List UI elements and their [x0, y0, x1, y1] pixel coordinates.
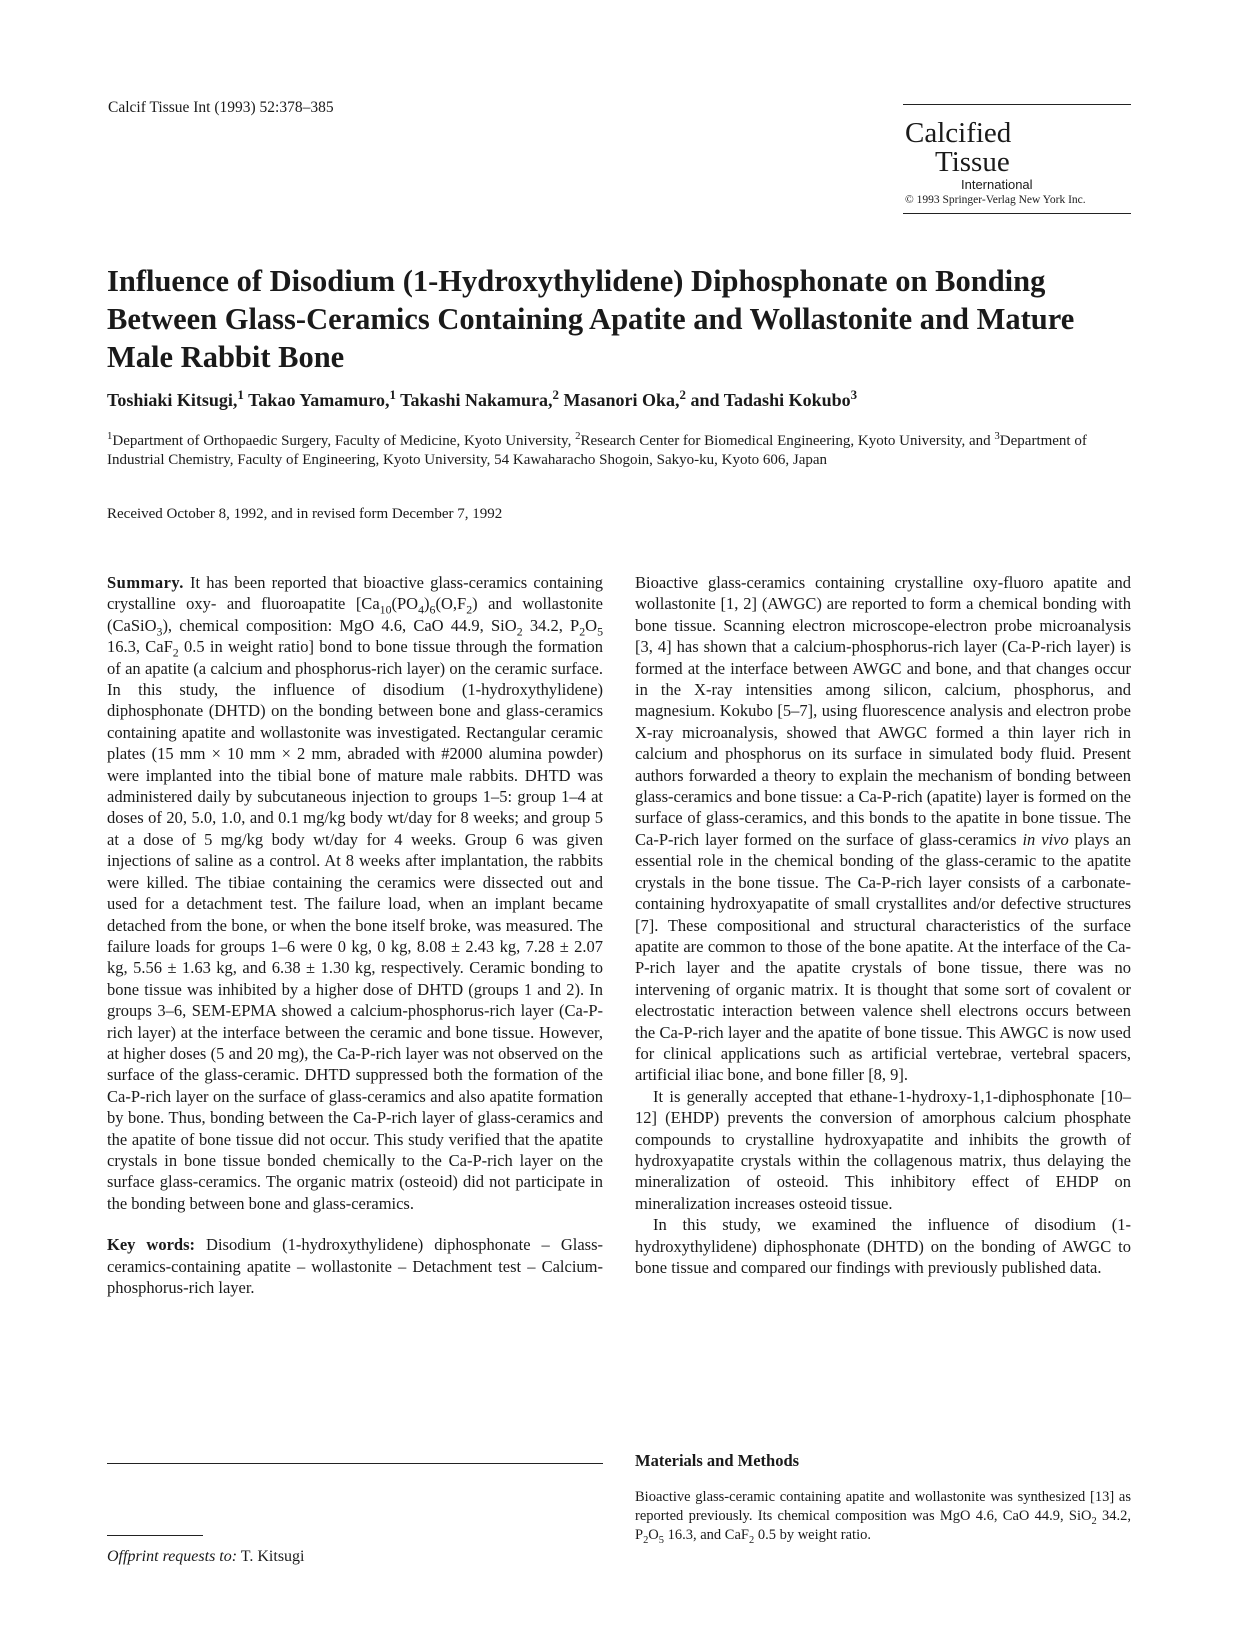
right-column — [635, 572, 1131, 1278]
subscript: 5 — [597, 624, 603, 639]
intro-text: plays an essential role in the chemical bonding of the glass-ceramic to the apatite crystals in the bone tissue. The Ca-P-rich layer consists of a carbonate-containing hydroxyapatite of small crystallites and/or defective structures [7]. These compositional and structural characteristics of the surface apatite are common to those of the bone apatite. At the interface of the Ca-P-rich layer and the apatite crystals of bone tissue, there was no intervening of organic matrix. It is thought that some sort of covalent or electrostatic interaction between valence shell electrons occurs between the Ca-P-rich layer and the apatite of bone tissue. This AWGC is now used for clinical applications such as artificial vertebrae, vertebral spacers, artificial iliac bone, and bone filler [8, 9]. — [635, 829, 1131, 1085]
summary-text: 0.5 in weight ratio] bond to bone tissue through the formation of an apatite (a calcium and phosphorus-rich layer) on the ceramic surface. In this study, the influence of disodium (1-hydroxythylidene) diphosphonate (DHTD) on the bonding between bone and glass-ceramics containing apatite and wollastonite was investigated. Rectangular ceramic plates (15 mm × 10 mm × 2 mm, abraded with #2000 alumina powder) were implanted into the tibial bone of mature male rabbits. DHTD was administered daily by subcutaneous injection to groups 1–5: group 1–4 at doses of 20, 5.0, 1.0, and 0.1 mg/kg body wt/day for 8 weeks; and group 5 at a dose of 5 mg/kg body wt/day for 4 weeks. Group 6 was given injections of saline as a control. At 8 weeks after implantation, the rabbits were killed. The tibiae containing the ceramics were dissected out and used for a detachment test. The failure load, when an implant became detached from the bone, or when the bone itself broke, was measured. The failure loads for groups 1–6 were 0 kg, 0 kg, 8.08 ± 2.43 kg, 7.28 ± 2.07 kg, 5.56 ± 1.63 kg, and 6.38 ± 1.30 kg, respectively. Ceramic bonding to bone tissue was inhibited by a higher dose of DHTD (groups 1 and 2). In groups 3–6, SEM-EPMA showed a calcium-phosphorus-rich layer (Ca-P-rich layer) at the interface between the ceramic and bone tissue. However, at higher doses (5 and 20 mg), the Ca-P-rich layer was not observed on the surface of the glass-ceramic. DHTD suppressed both the formation of the Ca-P-rich layer on the surface of glass-ceramics and also apatite formation by bone. Thus, bonding between the Ca-P-rich layer of glass-ceramics and the apatite of bone tissue did not occur. This study verified that the apatite crystals in bone tissue bonded chemically to the Ca-P-rich layer on the surface glass-ceramics. The organic matrix (osteoid) did not participate in the bonding between bone and glass-ceramics. — [107, 637, 603, 1213]
summary-text: (O,F — [435, 594, 467, 614]
author-name: Takao Yamamuro, — [248, 390, 390, 410]
author-affiliation-mark: 2 — [679, 387, 686, 402]
italic-term: in vivo — [1022, 829, 1069, 849]
author-affiliation-mark: 3 — [850, 387, 858, 402]
article-title: Influence of Disodium (1-Hydroxythylidene) Diphosphonate on Bonding Between Glass-Ceramics Containing Apatite and Wollastonite and Mature Male Rabbit Bone — [107, 264, 1075, 374]
logo-bottom-rule — [903, 213, 1131, 214]
methods-text: 16.3, and CaF — [664, 1527, 749, 1543]
journal-citation: Calcif Tissue Int (1993) 52:378–385 — [108, 99, 334, 116]
received-date: Received October 8, 1992, and in revised form December 7, 1992 — [107, 506, 503, 522]
summary-text: ) — [424, 594, 430, 614]
journal-logo — [903, 104, 1131, 214]
subscript: 10 — [379, 602, 392, 617]
offprint-name: T. Kitsugi — [237, 1548, 305, 1565]
author-name: and Tadashi Kokubo — [690, 390, 851, 410]
summary-text: O — [585, 615, 598, 635]
author-affiliation-mark: 2 — [552, 387, 559, 402]
footnote-separator — [107, 1463, 603, 1464]
subscript: 2 — [1091, 1515, 1097, 1527]
subscript: 2 — [172, 645, 179, 660]
subscript: 2 — [643, 1534, 649, 1546]
summary-label: Summary. — [107, 573, 184, 592]
subscript: 4 — [418, 602, 425, 617]
subscript: 5 — [658, 1534, 664, 1546]
author-name: Takashi Nakamura, — [400, 390, 553, 410]
author-name: Masanori Oka, — [563, 390, 680, 410]
methods-text: Bioactive glass-ceramic containing apatite and wollastonite was synthesized [13] as reported previously. Its chemical composition was MgO 4.6, CaO 44.9, SiO — [635, 1489, 1131, 1524]
author-affiliation-mark: 1 — [389, 387, 396, 402]
subscript: 6 — [429, 602, 436, 617]
summary-text: ) and wollastonite (CaSiO — [107, 594, 603, 635]
affiliation-mark: 2 — [575, 430, 581, 442]
intro-paragraph — [635, 572, 1131, 1086]
materials-methods-paragraph — [635, 1488, 1131, 1545]
logo-line-international: International — [961, 177, 1033, 192]
offprint-footnote — [107, 1548, 305, 1566]
keywords-paragraph — [107, 1234, 603, 1298]
subscript: 2 — [516, 624, 523, 639]
methods-text: O — [648, 1527, 659, 1543]
summary-paragraph — [107, 572, 603, 1214]
intro-paragraph: In this study, we examined the influence of disodium (1-hydroxythylidene) diphosphonate (DHTD) on the bonding of AWGC to bone tissue and compared our findings with previously published data. — [635, 1215, 1131, 1277]
author-affiliation-mark: 1 — [237, 387, 244, 402]
affiliation-text: Department of Orthopaedic Surgery, Faculty of Medicine, Kyoto University, — [112, 433, 576, 449]
subscript: 2 — [579, 624, 586, 639]
summary-text: 34.2, P — [522, 615, 580, 635]
intro-text: Bioactive glass-ceramics containing crystalline oxy-fluoro apatite and wollastonite [1, 2] (AWGC) are reported to form a chemical bonding with bone tissue. Scanning electron microscope-electron probe microanalysis [3, 4] has shown that a calcium-phosphorus-rich layer (Ca-P-rich layer) is formed at the interface between AWGC and bone, and that changes occur in the X-ray intensities among silicon, calcium, phosphorus, and magnesium. Kokubo [5–7], using fluorescence analysis and electron probe X-ray microanalysis, showed that AWGC formed a thin layer rich in calcium and phosphorus on its surface in simulated body fluid. Present authors forwarded a theory to explain the mechanism of bonding between glass-ceramics and bone tissue: a Ca-P-rich (apatite) layer is formed on the surface of glass-ceramics, and this bonds to the apatite in bone tissue. The Ca-P-rich layer formed on the surface of glass-ceramics — [635, 573, 1131, 849]
footnote-rule — [107, 1535, 203, 1536]
methods-text: 34.2, P — [635, 1508, 1131, 1543]
affiliation-text: Research Center for Biomedical Engineering, Kyoto University, and — [580, 433, 995, 449]
section-heading: Materials and Methods — [635, 1451, 800, 1470]
affiliation-mark: 3 — [994, 430, 1000, 442]
summary-text: It has been reported that bioactive glass-ceramics containing crystalline oxy- and fluoroapatite [Ca — [107, 573, 603, 614]
subscript: 2 — [466, 602, 473, 617]
logo-line-calcified: Calcified — [905, 117, 1012, 149]
affiliations — [107, 432, 1147, 470]
summary-text: 16.3, CaF — [107, 637, 173, 657]
offprint-label: Offprint requests to: — [107, 1548, 238, 1565]
left-column — [107, 572, 603, 1298]
logo-top-rule — [903, 104, 1131, 105]
methods-text: 0.5 by weight ratio. — [754, 1527, 871, 1543]
author-list — [107, 387, 1147, 411]
summary-text: ), chemical composition: MgO 4.6, CaO 44.9, SiO — [162, 615, 517, 635]
logo-line-tissue: Tissue — [935, 146, 1010, 178]
subscript: 3 — [156, 624, 163, 639]
copyright-notice: © 1993 Springer-Verlag New York Inc. — [905, 194, 1086, 206]
affiliation-text: Department of Industrial Chemistry, Faculty of Engineering, Kyoto University, 54 Kawaharacho Shogoin, Sakyo-ku, Kyoto 606, Japan — [107, 433, 1087, 468]
keywords-label: Key words: — [107, 1235, 196, 1255]
keywords-text: Disodium (1-hydroxythylidene) diphosphonate – Glass-ceramics-containing apatite – wollastonite – Detachment test – Calcium-phosphorus-rich layer. — [107, 1235, 603, 1297]
subscript: 2 — [748, 1534, 755, 1546]
affiliation-mark: 1 — [107, 430, 113, 442]
summary-text: (PO — [391, 594, 419, 614]
intro-paragraph: It is generally accepted that ethane-1-hydroxy-1,1-diphosphonate [10–12] (EHDP) prevents the conversion of amorphous calcium phosphate compounds to crystalline hydroxyapatite and inhibits the growth of hydroxyapatite crystals within the collagenous matrix, thus delaying the mineralization of osteoid. This inhibitory effect of EHDP on mineralization increases osteoid tissue. — [635, 1086, 1131, 1213]
author-name: Toshiaki Kitsugi, — [107, 390, 238, 410]
